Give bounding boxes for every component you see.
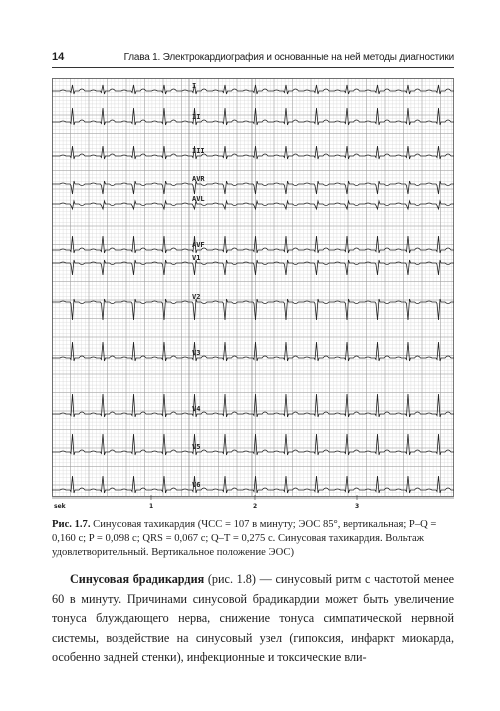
caption-label: Рис. 1.7. [52,519,91,530]
lead-label-v3: V3 [192,349,201,357]
ecg-trace-v2 [52,299,454,320]
time-mark-2: 2 [253,503,258,510]
scale-label: sek [54,503,66,510]
ecg-lead-labels [192,82,205,489]
lead-label-i: I [192,82,197,90]
page-number: 14 [52,51,65,63]
lead-label-ii: II [192,113,201,121]
ecg-trace-v4 [52,394,454,417]
lead-label-v1: V1 [192,254,201,262]
ecg-trace-avl [52,201,454,209]
ecg-trace-iii [52,146,454,159]
ecg-trace-v3 [52,342,454,361]
lead-label-avf: AVF [192,241,205,249]
ecg-trace-avr [52,181,454,194]
lead-label-v2: V2 [192,293,201,301]
caption-text: Синусовая тахикардия (ЧСС = 107 в минуту; ЭОС 85°, вертикальная; P–Q = 0,160 с; P = 0,098 с; QRS = 0,067 с; Q–T = 0,275 с. Синусовая тахикардия. Вольтаж удовлетворительный. Вертикальное положение ЭОС) [52,519,437,558]
time-mark-3: 3 [355,503,360,510]
ecg-grid [52,78,454,497]
lead-label-v4: V4 [192,405,201,413]
chapter-title: Глава 1. Электрокардиография и основанные на ней методы диагностики [123,52,454,63]
ecg-trace-v6 [52,476,454,493]
ecg-time-scale [52,495,454,510]
body-paragraph [52,570,454,668]
lead-label-v6: V6 [192,481,201,489]
lead-label-avl: AVL [192,195,205,203]
body-term: Синусовая брадикардия [70,572,205,586]
lead-label-iii: III [192,147,205,155]
header-rule [52,67,454,68]
lead-label-v5: V5 [192,443,201,451]
ecg-figure [52,78,454,510]
ecg-trace-v1 [52,260,454,275]
body-text: (рис. 1.8) — синусовый ритм с частотой менее 60 в минуту. Причинами синусовой брадикардии может быть увеличение тонуса блуждающего нерва, снижение тонуса симпатической нервной системы, воздействие на синусовый узел (гипоксия, инфаркт миокарда, особенно задней стенки), инфекционные и токсические вли- [52,572,455,664]
lead-label-avr: AVR [192,175,205,183]
figure-caption [52,518,454,560]
time-mark-1: 1 [149,503,154,510]
